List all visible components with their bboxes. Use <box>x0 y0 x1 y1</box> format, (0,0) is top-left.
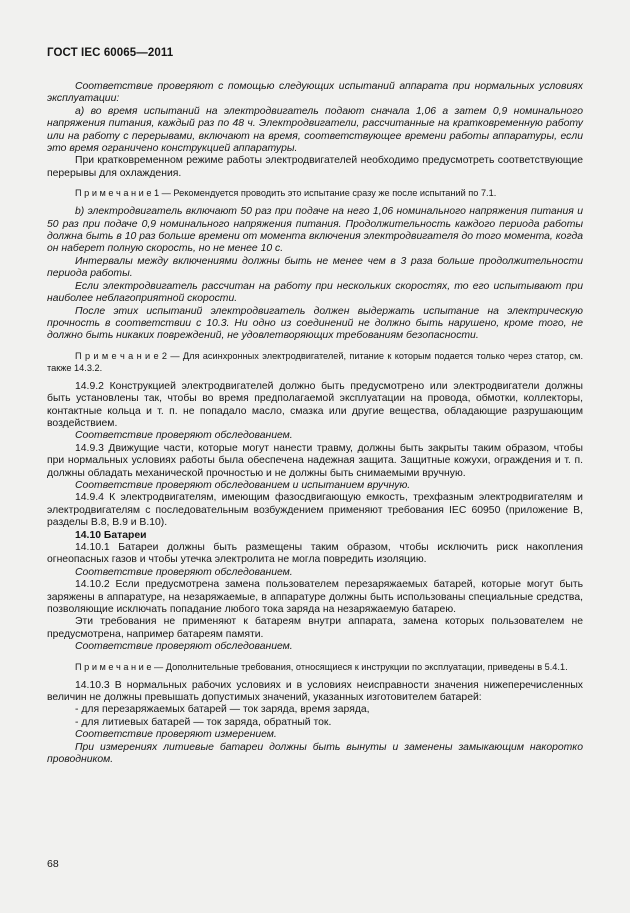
paragraph: 14.10 Батареи <box>75 529 147 541</box>
note-text: — Для асинхронных электродвигателей, питание к которым подается только через статор, см. также 14.3.2. <box>47 350 583 373</box>
paragraph: Интервалы между включениями должны быть не менее чем в 3 раза больше продолжительности периода работы. <box>47 255 583 280</box>
note-paragraph <box>47 350 583 374</box>
paragraph: Эти требования не применяют к батареям внутри аппарата, замена которых пользователем не предусмотрена, например батареям памяти. <box>47 616 583 640</box>
note-paragraph <box>47 187 583 199</box>
paragraph: Соответствие проверяют с помощью следующих испытаний аппарата при нормальных условиях эксплуатации: <box>47 81 583 105</box>
paragraph: Соответствие проверяют обследованием. <box>75 430 293 442</box>
paragraph: 14.10.3 В нормальных рабочих условиях и в условиях неисправности значения нижеперечисленных величин не должны превышать допустимых значений, указанных изготовителем батарей: <box>47 679 583 704</box>
paragraph: a) во время испытаний на электродвигатель подают сначала 1,06 а затем 0,9 номинального напряжения питания, каждый раз по 48 ч. Электродвигатели, рассчитанные на кратковременную работу или на работу с перерывами, включают на время, соответствующее времени работы аппаратуры, если это время ограничено конструкцией аппаратуры. <box>47 105 583 155</box>
note-label: П р и м е ч а н и е <box>75 661 152 672</box>
paragraph: Соответствие проверяют обследованием. <box>75 566 293 578</box>
paragraph: При измерениях литиевые батареи должны быть вынуты и заменены замыкающим накоротко проводником. <box>47 741 583 766</box>
paragraph: - для перезаряжаемых батарей — ток заряда, время заряда, <box>75 704 370 716</box>
paragraph: При кратковременном режиме работы электродвигателей необходимо предусмотреть соответствующие перерывы для охлаждения. <box>47 155 583 179</box>
note-label: П р и м е ч а н и е 2 <box>75 350 168 361</box>
paragraph: 14.9.3 Движущие части, которые могут нанести травму, должны быть закрыты таким образом, чтобы при нормальных условиях работы была обеспечена надежная защита. Защитные кожухи, ограждения и т. п. должны обладать механической прочностью и не должны быть снимаемыми вручную. <box>47 442 583 479</box>
page-number: 68 <box>47 858 59 870</box>
document-body <box>47 81 583 767</box>
paragraph: Соответствие проверяют обследованием и испытанием вручную. <box>75 479 411 491</box>
paragraph: - для литиевых батарей — ток заряда, обратный ток. <box>75 716 332 728</box>
paragraph: Если электродвигатель рассчитан на работу при нескольких скоростях, то его испытывают при наиболее неблагоприятной скорости. <box>47 280 583 305</box>
note-label: П р и м е ч а н и е 1 <box>75 188 160 199</box>
document-header: ГОСТ IEC 60065—2011 <box>47 47 174 59</box>
paragraph: После этих испытаний электродвигатель должен выдержать испытание на электрическую прочность в соответствии с 10.3. Ни одно из соединений не должно быть нарушено, кроме того, не должно быть никаких повреждений, не удовлетворяющих требованиям безопасности. <box>47 305 583 342</box>
paragraph: Соответствие проверяют измерением. <box>75 729 277 741</box>
paragraph: 14.9.2 Конструкцией электродвигателей должно быть предусмотрено или электродвигатели должны быть установлены так, чтобы во время предполагаемой эксплуатации на провода, обмотки, коллекторы, контактные кольца и т. п. не попадало масло, смазка или другие вещества, обладающие разрушающим воздействием. <box>47 380 583 429</box>
note-text: — Дополнительные требования, относящиеся к инструкции по эксплуатации, приведены в 5.4.1. <box>151 661 568 672</box>
paragraph: b) электродвигатель включают 50 раз при подаче на него 1,06 номинального напряжения питания и 50 раз при подаче 0,9 номинального напряжения питания. Продолжительность каждого периода работы должна быть в 10 раз больше времени от момента включения электродвигателя до того момента, когда он наберет полную скорость, но не менее 10 с. <box>47 206 583 255</box>
note-text: — Рекомендуется проводить это испытание сразу же после испытаний по 7.1. <box>159 188 497 199</box>
paragraph: 14.10.2 Если предусмотрена замена пользователем перезаряжаемых батарей, которые могут быть заряжены в аппаратуре, на незаряжаемые, в аппаратуре должны быть использованы специальные средства, позволяющие исключать попадание любого тока заряда на незаряжаемую батарею. <box>47 579 583 616</box>
paragraph: 14.9.4 К электродвигателям, имеющим фазосдвигающую емкость, трехфазным электродвигателям и электродвигателям с последовательным возбуждением применяют требования IEC 60950 (приложение В, разделы В.8, В.9 и В.10). <box>47 492 583 529</box>
paragraph: Соответствие проверяют обследованием. <box>75 641 293 653</box>
note-paragraph <box>47 661 583 673</box>
paragraph: 14.10.1 Батареи должны быть размещены таким образом, чтобы исключить риск накопления огнеопасных газов и чтобы утечка электролита не могла повредить изоляцию. <box>47 542 583 566</box>
